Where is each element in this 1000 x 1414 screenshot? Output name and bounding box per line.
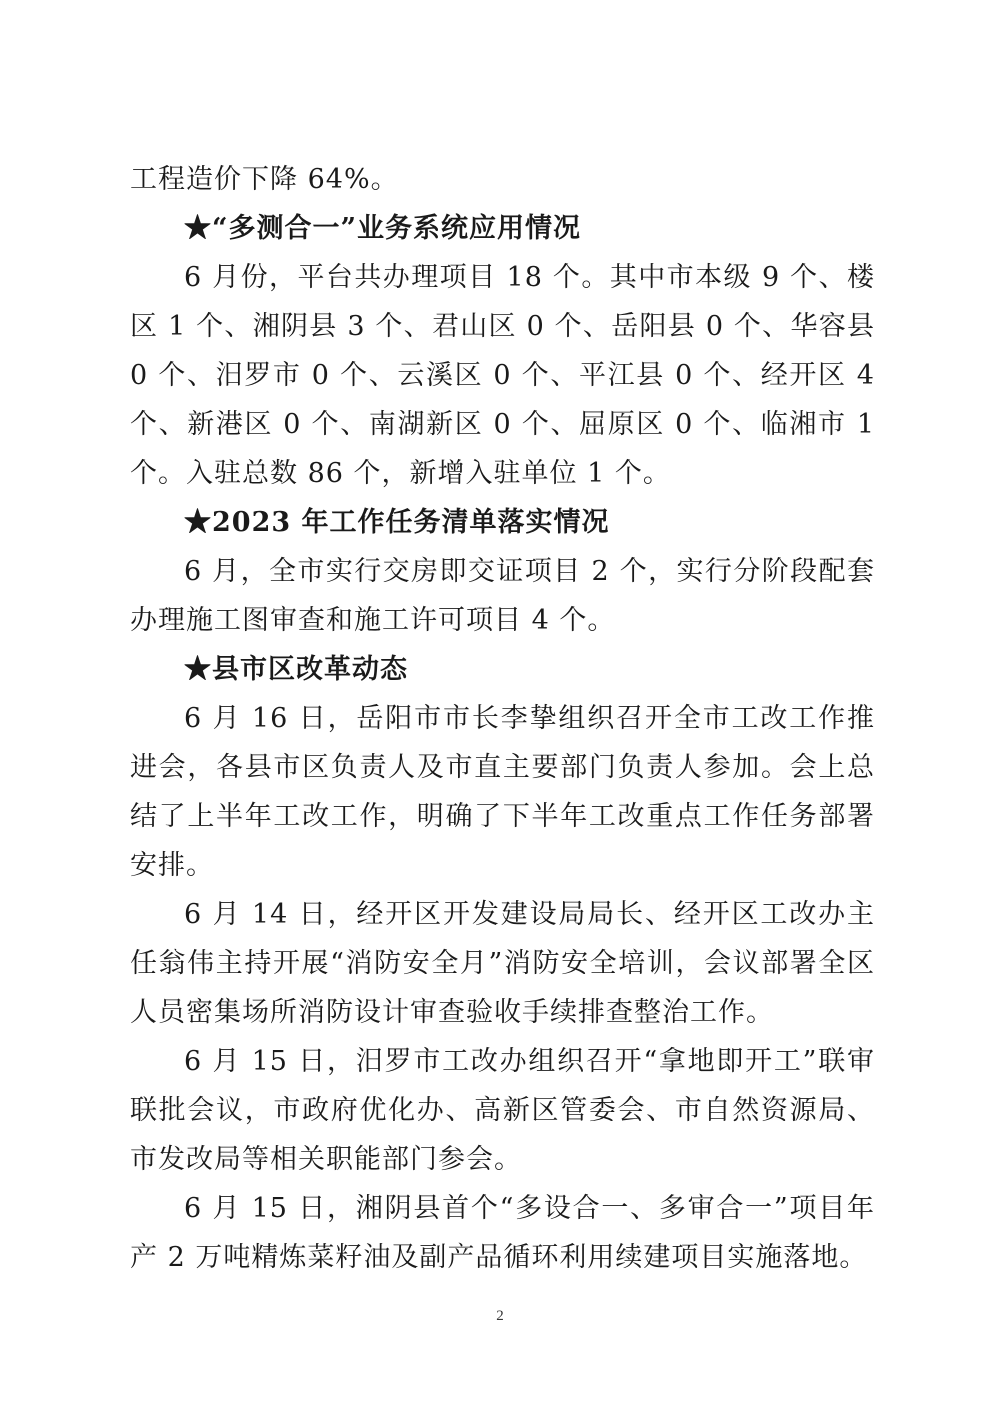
- paragraph-cost-reduction: 工程造价下降 64%。: [130, 164, 399, 195]
- page-number: 2: [496, 1308, 504, 1324]
- document-body: [130, 155, 875, 1282]
- paragraph-city-meeting: 6 月 16 日，岳阳市市长李挚组织召开全市工改工作推进会，各县市区负责人及市直主要部门负责人参加。会上总结了上半年工改工作，明确了下半年工改重点工作任务部署安排。: [130, 703, 875, 881]
- paragraph-joint-review-meeting: 6 月 15 日，汨罗市工改办组织召开“拿地即开工”联审联批会议，市政府优化办、高新区管委会、市自然资源局、市发改局等相关职能部门参会。: [130, 1046, 875, 1175]
- paragraph-task-implementation: 6 月，全市实行交房即交证项目 2 个，实行分阶段配套办理施工图审查和施工许可项目 4 个。: [130, 556, 875, 636]
- paragraph-platform-projects: 6 月份，平台共办理项目 18 个。其中市本级 9 个、楼区 1 个、湘阴县 3 个、君山区 0 个、岳阳县 0 个、华容县 0 个、汨罗市 0 个、云溪区 0 个、平江县 0 个、经开区 4 个、新港区 0 个、南湖新区 0 个、屈原区 0 个、临湘市 1 个。入驻总数 86 个，新增入驻单位 1 个。: [130, 262, 875, 489]
- paragraph-xiangyin-project: 6 月 15 日，湘阴县首个“多设合一、多审合一”项目年产 2 万吨精炼菜籽油及副产品循环利用续建项目实施落地。: [130, 1193, 875, 1273]
- heading-county-reform-news: ★县市区改革动态: [184, 654, 408, 685]
- heading-multi-survey-system: ★“多测合一”业务系统应用情况: [184, 213, 582, 244]
- paragraph-fire-safety-training: 6 月 14 日，经开区开发建设局局长、经开区工改办主任翁伟主持开展“消防安全月”消防安全培训，会议部署全区人员密集场所消防设计审查验收手续排查整治工作。: [130, 899, 875, 1028]
- heading-2023-task-list: ★2023 年工作任务清单落实情况: [184, 507, 610, 538]
